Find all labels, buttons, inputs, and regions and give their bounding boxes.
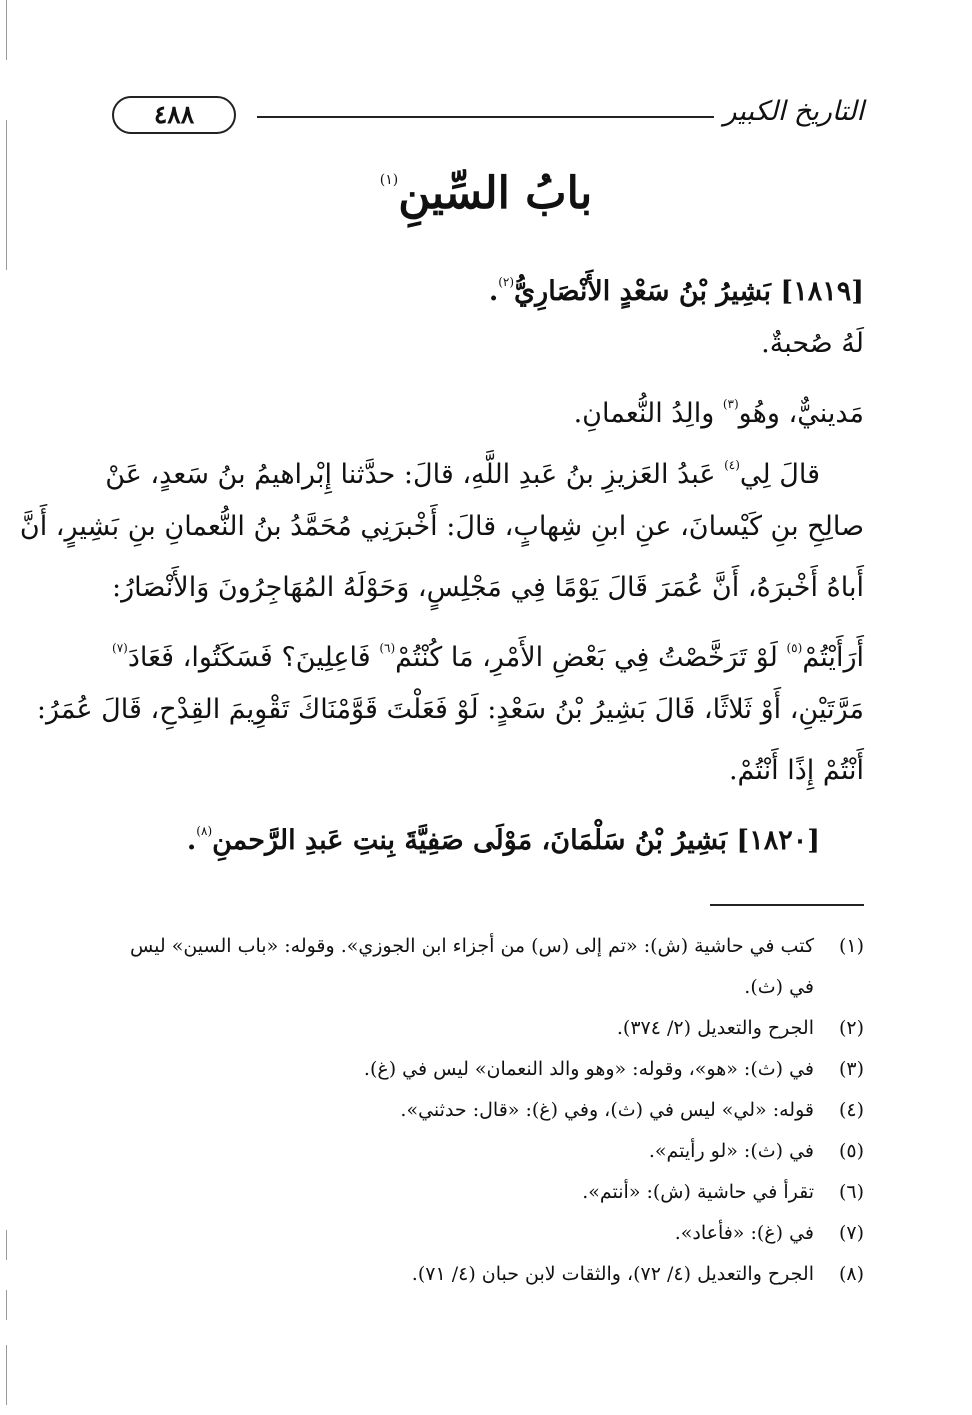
footnote-text: الجرح والتعديل (٢/ ٣٧٤). (616, 1017, 814, 1039)
footnote (112, 1131, 864, 1172)
footnote-number: (٦) (838, 1181, 864, 1203)
page-header (112, 92, 864, 142)
text-segment: لَوْ تَرَخَّصْتُ فِي بَعْضِ الأَمْرِ، مَا كُنْتُمْ (395, 642, 778, 673)
text-segment: مَدينيٌّ، وهُو (738, 398, 864, 429)
footnote-ref: (٤) (724, 458, 740, 472)
footnote (112, 1049, 864, 1090)
entry-name: بَشِيرُ بْنُ سَعْدٍ الأَنْصَارِيُّ (514, 276, 772, 307)
footnote-number: (٧) (838, 1222, 864, 1244)
footnotes (112, 926, 864, 1295)
entry-1819 (112, 252, 864, 313)
text-segment: عَبدُ العَزيزِ بنُ عَبدِ اللَّهِ، قالَ: حدَّثنا إِبْراهيمُ بنُ سَعدٍ، عَنْ (105, 459, 716, 490)
entry-name: بَشِيرُ بْنُ سَلْمَانَ، مَوْلَى صَفِيَّةَ بِنتِ عَبدِ الرَّحمنِ (212, 825, 728, 856)
text-line: مَرَّتَيْنِ، أَوْ ثَلاثًا، قَالَ بَشِيرُ بْنُ سَعْدٍ: لَوْ فَعَلْتَ قَوَّمْنَاكَ تَقْوِيمَ القِدْحِ، قَالَ عُمَرُ: (36, 694, 864, 725)
footnote-ref: (٣) (722, 397, 739, 411)
footnote-number: (٨) (838, 1263, 864, 1285)
text-segment: أَرَأَيْتُمْ (802, 642, 864, 673)
text-line (112, 618, 864, 679)
footnote-separator (710, 904, 864, 906)
text-segment: فَاعِلِينَ؟ فَسَكَتُوا، فَعَادَ (127, 642, 371, 673)
footnote (112, 1213, 864, 1254)
entry-number: [١٨٢٠] (736, 825, 820, 856)
text-line: أَباهُ أَخْبرَهُ، أَنَّ عُمَرَ قَالَ يَوْمًا فِي مَجْلِسٍ، وَحَوْلَهُ المُهَاجِرُونَ وَالأَنْصَارُ: (112, 572, 864, 603)
footnote-text: الجرح والتعديل (٤/ ٧٢)، والثقات لابن حبان (٤/ ٧١). (411, 1263, 814, 1285)
text-line (105, 435, 864, 496)
footnote-number: (٤) (838, 1099, 864, 1121)
footnote-text: في (غ): «فأعاد». (674, 1222, 814, 1244)
footnote-number: (١) (838, 935, 864, 957)
footnote-ref: (١) (379, 172, 399, 188)
main-text (19, 252, 864, 862)
entry-number: [١٨١٩] (780, 276, 864, 307)
footnote-ref: (٦) (379, 641, 396, 655)
footnote-number: (٣) (838, 1058, 864, 1080)
entry-end: . (186, 825, 197, 856)
chapter-title-text: بابُ السِّينِ (398, 168, 593, 219)
footnote-line: في (ث). (744, 976, 814, 998)
entry-1820 (112, 801, 864, 862)
footnote (112, 1254, 864, 1295)
footnote-line: كتب في حاشية (ش): «تم إلى (س) من أجزاء ابن الجوزي». وقوله: «باب السين» ليس (129, 935, 814, 957)
scan-edge-line (6, 1290, 7, 1320)
text-line: أَنْتُمْ إِذًا أَنْتُمْ. (728, 755, 864, 786)
footnote-text (112, 926, 814, 1008)
footnote-number: (٥) (838, 1140, 864, 1162)
text-segment: والِدُ النُّعمانِ. (573, 398, 715, 429)
entry-end: . (488, 276, 499, 307)
footnote-ref: (٥) (786, 641, 803, 655)
footnote-number: (٢) (838, 1017, 864, 1039)
footnote-text: قوله: «لي» ليس في (ث)، وفي (غ): «قال: حدثني». (400, 1099, 814, 1121)
scan-edge-line (6, 1345, 7, 1405)
footnote (112, 1090, 864, 1131)
footnote-ref: (٨) (196, 824, 213, 838)
footnote-text: في (ث): «لو رأيتم». (648, 1140, 814, 1162)
scan-edge-line (6, 0, 7, 60)
book-title: التاريخ الكبير (723, 96, 864, 127)
text-line: لَهُ صُحبةٌ. (761, 328, 864, 359)
header-rule (257, 116, 714, 118)
footnote-text: تقرأ في حاشية (ش): «أنتم». (582, 1181, 814, 1203)
text-segment: قالَ لِي (739, 459, 820, 490)
text-line: صالِحِ بنِ كَيْسانَ، عنِ ابنِ شِهابٍ، قالَ: أَخْبرَنِي مُحَمَّدُ بنُ النُّعمانِ بنِ بَشِيرٍ، أَنَّ (19, 511, 864, 542)
footnote (112, 1172, 864, 1213)
footnote-ref: (٢) (498, 275, 515, 289)
chapter-title (0, 168, 972, 219)
scan-edge-line (6, 1230, 7, 1260)
footnote (112, 1008, 864, 1049)
text-line (112, 374, 864, 435)
footnote-ref: (٧) (112, 641, 128, 655)
footnote (112, 926, 864, 1008)
page-number: ٤٨٨ (112, 96, 236, 134)
footnote-text: في (ث): «هو»، وقوله: «وهو والد النعمان» ليس في (غ). (363, 1058, 814, 1080)
